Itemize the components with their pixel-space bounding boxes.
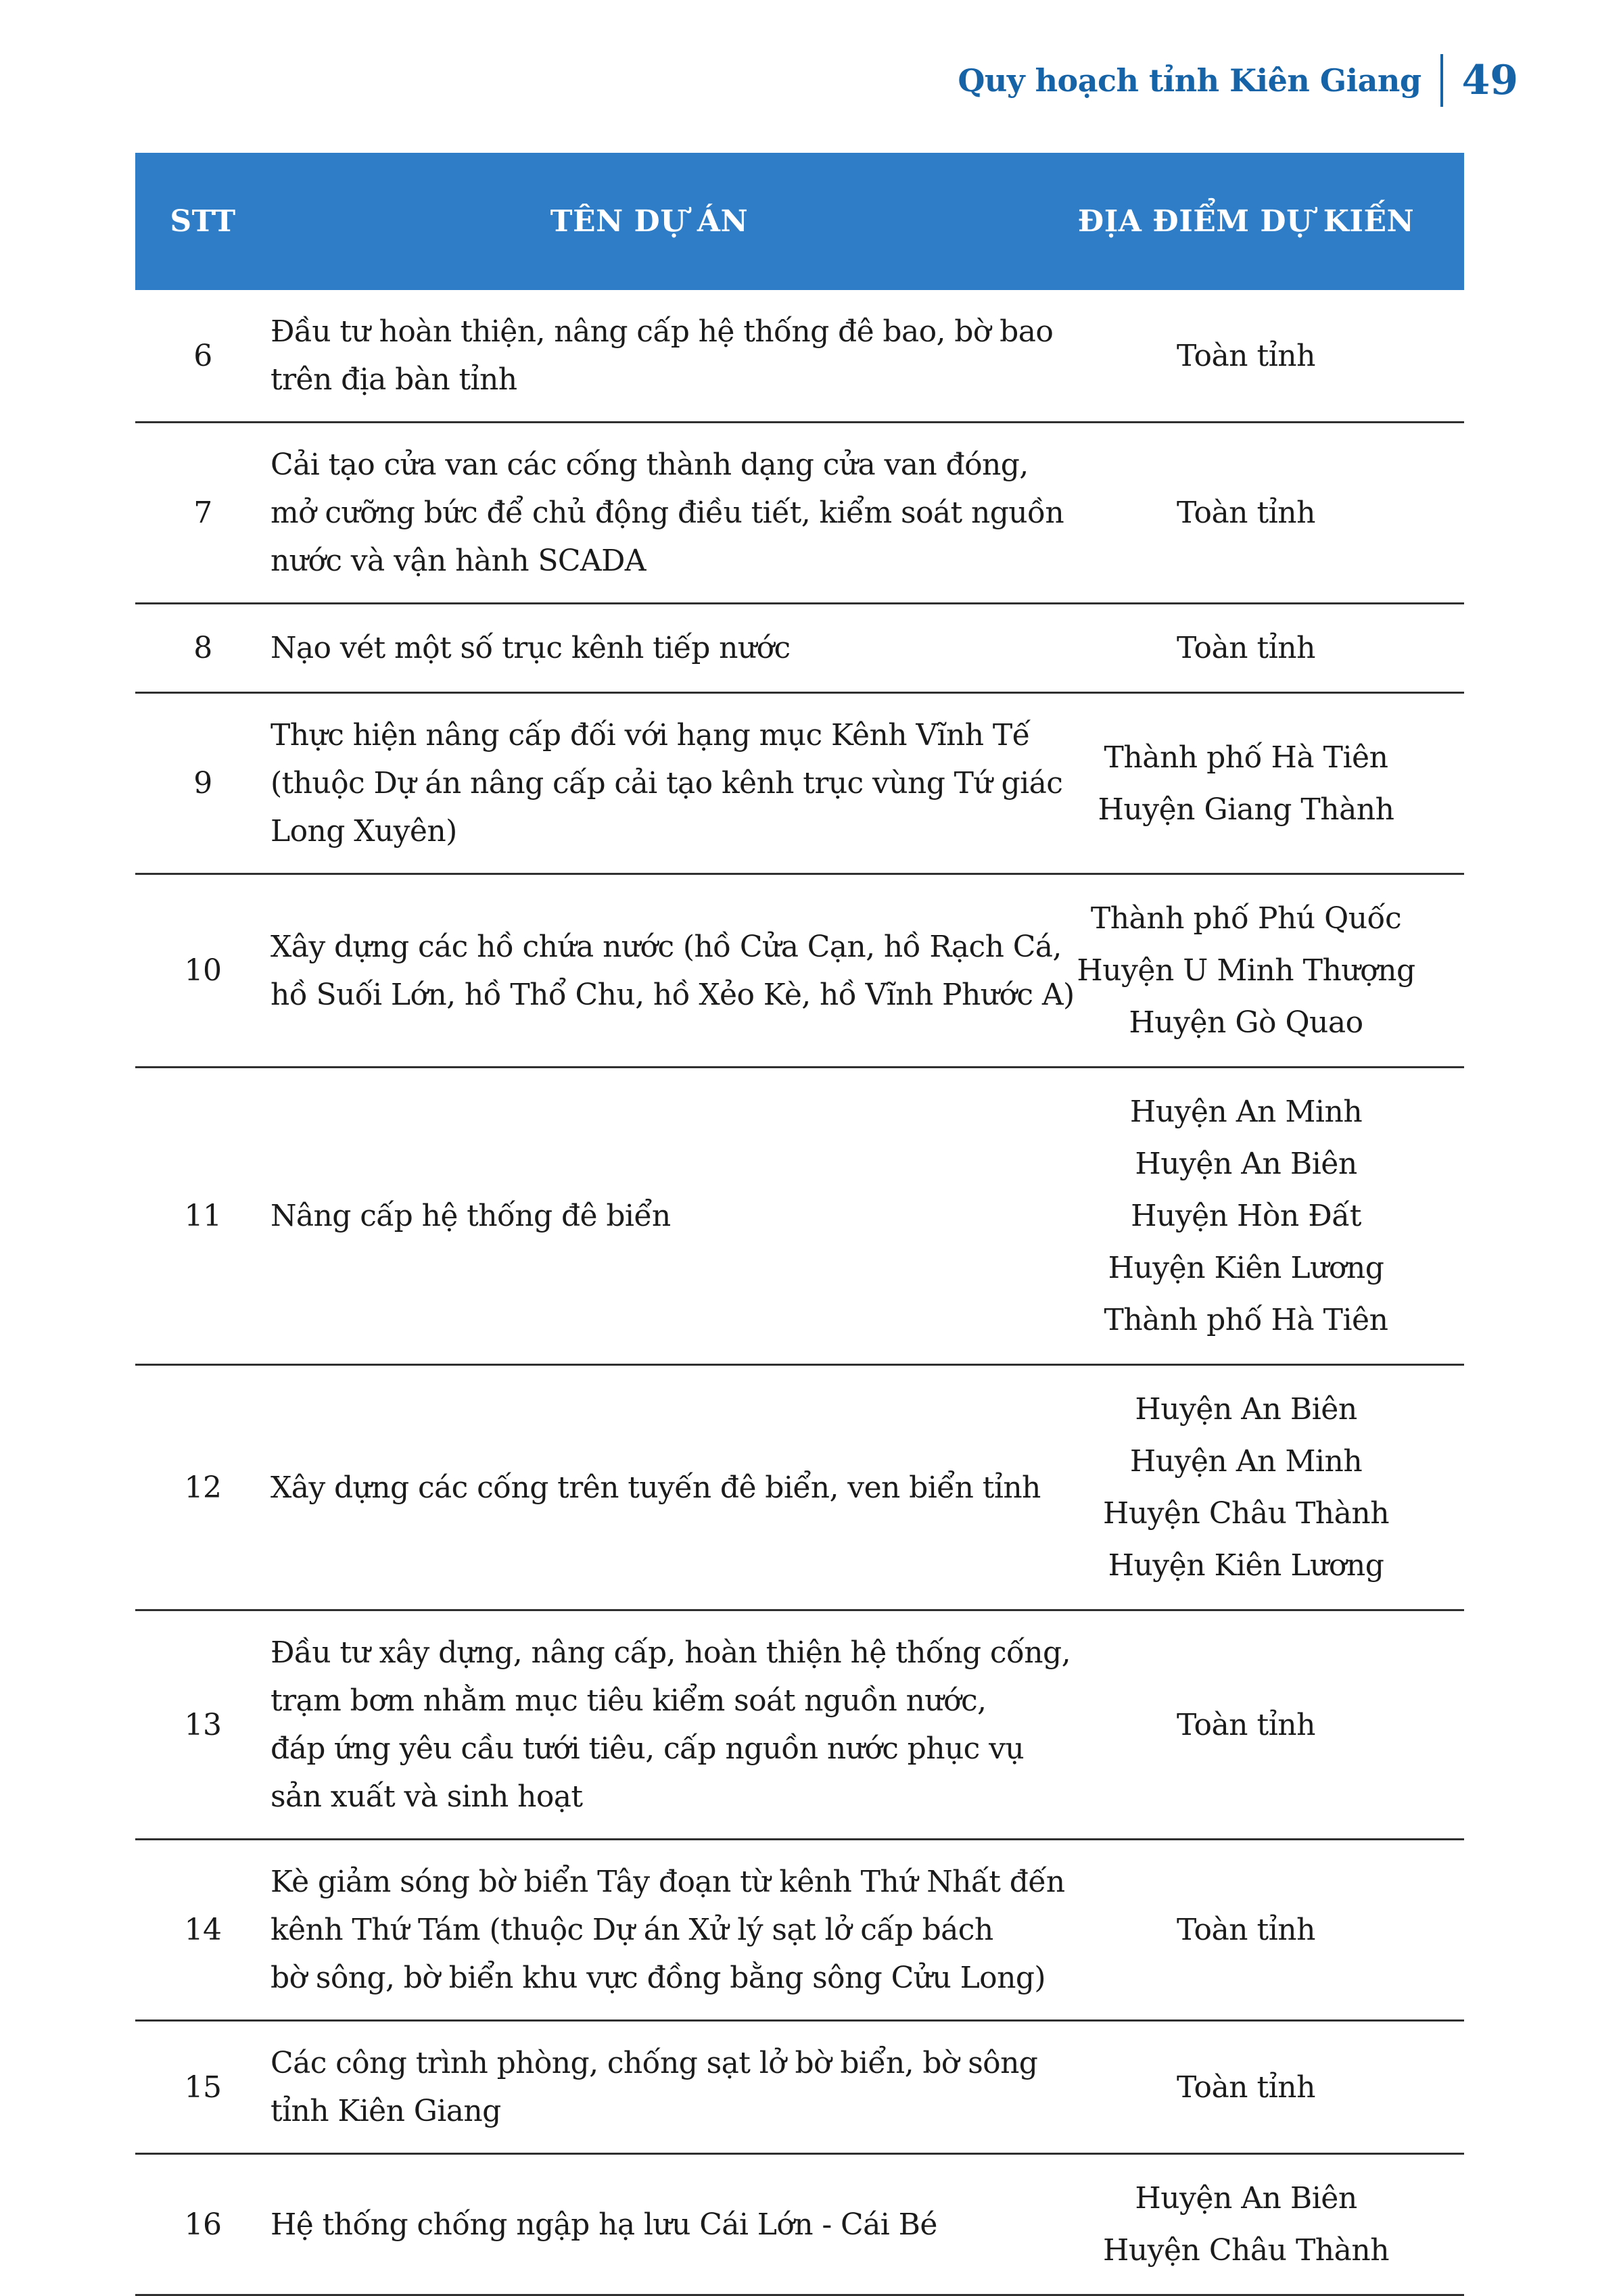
project-name-cell: [271, 693, 1063, 874]
project-name-line: Long Xuyên): [271, 814, 457, 848]
location-cell: [1028, 1610, 1464, 1840]
stt-cell: 15: [135, 2021, 271, 2154]
location-cell: [1028, 2154, 1464, 2295]
location-line: Huyện U Minh Thượng: [1077, 953, 1415, 988]
location-line: Toàn tỉnh: [1177, 1707, 1315, 1742]
project-name-line: Cải tạo cửa van các cống thành dạng cửa van đóng,: [271, 448, 1029, 482]
table-row: [135, 423, 1464, 604]
table-row: [135, 290, 1464, 423]
stt-cell: 13: [135, 1610, 271, 1840]
stt-cell: 16: [135, 2154, 271, 2295]
table-row: [135, 2154, 1464, 2295]
page-title: Quy hoạch tỉnh Kiên Giang: [958, 62, 1421, 99]
project-name-line: nước và vận hành SCADA: [271, 544, 646, 578]
project-name-line: mở cưỡng bức để chủ động điều tiết, kiểm soát nguồn: [271, 496, 1064, 530]
stt-cell: 7: [135, 423, 271, 604]
project-name-cell: [271, 1610, 1071, 1840]
location-cell: [1028, 1068, 1464, 1365]
project-name-line: Xây dựng các cống trên tuyến đê biển, ven biển tỉnh: [271, 1470, 1041, 1505]
project-name-cell: [271, 2154, 1028, 2295]
project-name-line: hồ Suối Lớn, hồ Thổ Chu, hồ Xẻo Kè, hồ Vĩnh Phước A): [271, 977, 1075, 1012]
project-name-line: (thuộc Dự án nâng cấp cải tạo kênh trục vùng Tứ giác: [271, 766, 1063, 800]
project-name-line: Nâng cấp hệ thống đê biển: [271, 1199, 671, 1233]
project-name-line: Hệ thống chống ngập hạ lưu Cái Lớn - Cái Bé: [271, 2207, 937, 2242]
project-name-line: Kè giảm sóng bờ biển Tây đoạn từ kênh Thứ Nhất đến: [271, 1865, 1065, 1899]
location-line: Toàn tỉnh: [1177, 631, 1315, 665]
location-line: Huyện Kiên Lương: [1108, 1251, 1384, 1285]
project-name-line: trên địa bàn tỉnh: [271, 362, 517, 397]
location-line: Thành phố Phú Quốc: [1090, 901, 1402, 936]
header-divider-rule: [1440, 54, 1443, 107]
project-name-cell: [271, 874, 1075, 1068]
project-name-line: Xây dựng các hồ chứa nước (hồ Cửa Cạn, hồ Rạch Cá,: [271, 929, 1062, 964]
project-name-line: tỉnh Kiên Giang: [271, 2094, 501, 2128]
location-line: Toàn tỉnh: [1177, 1913, 1315, 1947]
project-name-line: Thực hiện nâng cấp đối với hạng mục Kênh Vĩnh Tế: [271, 718, 1031, 752]
location-line: Huyện Hòn Đất: [1131, 1199, 1361, 1233]
location-line: Toàn tỉnh: [1177, 338, 1315, 373]
table-row: [135, 1610, 1464, 1840]
location-line: Huyện An Biên: [1135, 1147, 1357, 1181]
stt-cell: 11: [135, 1068, 271, 1365]
table-header: [135, 153, 1464, 290]
table-row: [135, 1365, 1464, 1610]
column-header-stt: STT: [135, 153, 271, 290]
table-row: [135, 693, 1464, 874]
table-row: [135, 874, 1464, 1068]
running-head: [0, 0, 1598, 108]
project-name-cell: [271, 2021, 1038, 2154]
table-row: [135, 2021, 1464, 2154]
location-cell: [1028, 693, 1464, 874]
project-name-line: sản xuất và sinh hoạt: [271, 1779, 583, 1814]
location-line: Huyện Kiên Lương: [1108, 1548, 1384, 1583]
stt-cell: 12: [135, 1365, 271, 1610]
location-line: Huyện An Minh: [1129, 1095, 1363, 1129]
location-cell: [1028, 874, 1464, 1068]
project-name-cell: [271, 423, 1064, 604]
location-cell: [1028, 604, 1464, 693]
location-line: Huyện An Biên: [1135, 1392, 1357, 1427]
table-row: [135, 604, 1464, 693]
project-name-line: Đầu tư hoàn thiện, nâng cấp hệ thống đê bao, bờ bao: [271, 314, 1054, 349]
stt-cell: 9: [135, 693, 271, 874]
location-line: Toàn tỉnh: [1177, 2070, 1315, 2105]
stt-cell: 6: [135, 290, 271, 423]
location-cell: [1028, 1840, 1464, 2021]
project-name-line: trạm bơm nhằm mục tiêu kiểm soát nguồn nước,: [271, 1683, 987, 1718]
location-line: Thành phố Hà Tiên: [1104, 740, 1388, 775]
project-name-cell: [271, 1068, 1028, 1365]
location-line: Huyện Châu Thành: [1102, 2233, 1390, 2268]
location-line: Huyện An Biên: [1135, 2181, 1357, 2216]
column-header-location: ĐỊA ĐIỂM DỰ KIẾN: [1028, 153, 1464, 290]
project-name-line: bờ sông, bờ biển khu vực đồng bằng sông Cửu Long): [271, 1961, 1045, 1995]
column-header-project-name: TÊN DỰ ÁN: [271, 153, 1028, 290]
project-name-cell: [271, 1365, 1041, 1610]
table-row: [135, 1068, 1464, 1365]
projects-table: [135, 153, 1464, 2296]
stt-cell: 10: [135, 874, 271, 1068]
location-cell: [1028, 1365, 1464, 1610]
location-cell: [1028, 423, 1464, 604]
stt-cell: 8: [135, 604, 271, 693]
page-number: 49: [1461, 57, 1518, 104]
location-line: Toàn tỉnh: [1177, 496, 1315, 530]
table-row: [135, 1840, 1464, 2021]
project-name-line: kênh Thứ Tám (thuộc Dự án Xử lý sạt lở cấp bách: [271, 1913, 993, 1947]
location-line: Huyện Gò Quao: [1129, 1005, 1363, 1040]
project-name-line: Nạo vét một số trục kênh tiếp nước: [271, 631, 791, 665]
location-line: Huyện Giang Thành: [1098, 792, 1394, 827]
project-name-cell: [271, 1840, 1065, 2021]
project-name-line: đáp ứng yêu cầu tưới tiêu, cấp nguồn nước phục vụ: [271, 1731, 1025, 1766]
location-line: Huyện An Minh: [1129, 1444, 1363, 1479]
location-cell: [1028, 290, 1464, 423]
stt-cell: 14: [135, 1840, 271, 2021]
project-name-cell: [271, 290, 1054, 423]
location-cell: [1028, 2021, 1464, 2154]
location-line: Thành phố Hà Tiên: [1104, 1303, 1388, 1337]
project-name-line: Các công trình phòng, chống sạt lở bờ biển, bờ sông: [271, 2046, 1038, 2080]
project-name-line: Đầu tư xây dựng, nâng cấp, hoàn thiện hệ thống cống,: [271, 1635, 1071, 1670]
location-line: Huyện Châu Thành: [1102, 1496, 1390, 1531]
table-body: [135, 290, 1464, 2295]
project-name-cell: [271, 604, 1028, 693]
